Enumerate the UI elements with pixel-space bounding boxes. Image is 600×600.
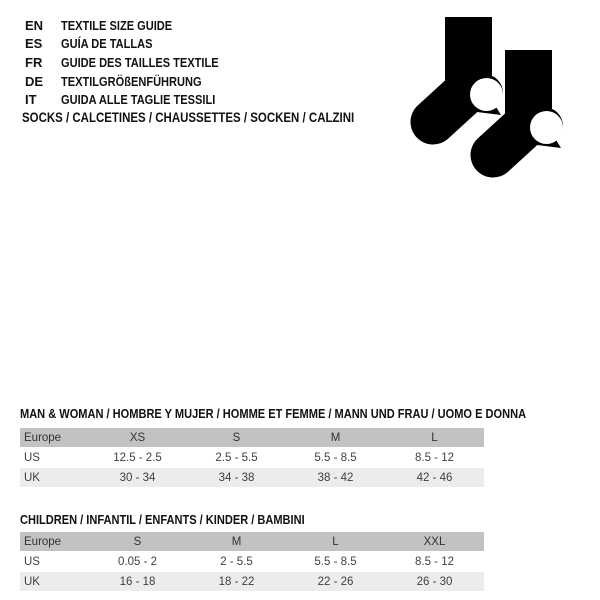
cell: 12.5 - 2.5	[113, 451, 162, 464]
language-row-it	[25, 90, 246, 109]
cell: 2.5 - 5.5	[215, 451, 258, 464]
language-label: TEXTILGRÖßENFÜHRUNG	[61, 73, 202, 89]
column-header: Europe	[24, 431, 62, 444]
cell: 42 - 46	[416, 471, 453, 484]
cell: 5.5 - 8.5	[314, 555, 357, 568]
size-table-children	[20, 532, 484, 592]
language-row-fr	[25, 53, 246, 72]
row-label: UK	[24, 471, 40, 484]
row-label: US	[24, 451, 40, 464]
language-label: TEXTILE SIZE GUIDE	[61, 17, 173, 33]
cell: 5.5 - 8.5	[314, 451, 357, 464]
cell: 38 - 42	[317, 471, 354, 484]
column-header: M	[231, 535, 242, 548]
language-row-en	[25, 16, 246, 35]
cell: 2 - 5.5	[220, 555, 253, 568]
language-row-es	[25, 35, 246, 54]
language-code: EN	[25, 17, 44, 33]
language-label: GUÍA DE TALLAS	[61, 36, 153, 52]
column-header: XS	[129, 431, 146, 444]
cell: 16 - 18	[119, 575, 156, 588]
sock-left	[433, 17, 503, 122]
table-title-man-woman: MAN & WOMAN / HOMBRE Y MUJER / HOMME ET FEMME / MANN UND FRAU / UOMO E DONNA	[20, 406, 527, 421]
language-label: GUIDA ALLE TAGLIE TESSILI	[61, 92, 216, 108]
table-row-uk	[20, 468, 484, 487]
table-header-row	[20, 428, 484, 447]
column-header: S	[133, 535, 142, 548]
table-row-us	[20, 552, 484, 571]
cell: 8.5 - 12	[415, 555, 454, 568]
table-title-children: CHILDREN / INFANTIL / ENFANTS / KINDER / BAMBINI	[20, 512, 305, 527]
cell: 8.5 - 12	[415, 451, 454, 464]
row-label: US	[24, 555, 40, 568]
sock-right	[493, 50, 563, 155]
socks-icon	[403, 8, 568, 183]
cell: 22 - 26	[317, 575, 354, 588]
row-label: UK	[24, 575, 40, 588]
language-code: ES	[25, 36, 43, 52]
language-code: DE	[25, 73, 44, 89]
cell: 0.05 - 2	[118, 555, 157, 568]
cell: 34 - 38	[218, 471, 255, 484]
cell: 26 - 30	[416, 575, 453, 588]
table-row-uk	[20, 572, 484, 591]
category-line: SOCKS / CALCETINES / CHAUSSETTES / SOCKEN / CALZINI	[22, 110, 355, 125]
table-row-us	[20, 448, 484, 467]
column-header: M	[330, 431, 341, 444]
column-header: S	[232, 431, 241, 444]
cell: 30 - 34	[119, 471, 156, 484]
column-header: Europe	[24, 535, 62, 548]
language-code: IT	[25, 92, 37, 108]
column-header: L	[431, 431, 438, 444]
language-list	[25, 16, 246, 109]
column-header: XXL	[423, 535, 446, 548]
cell: 18 - 22	[218, 575, 255, 588]
table-header-row	[20, 532, 484, 551]
socks-icon-svg	[403, 8, 568, 183]
size-table-man-woman	[20, 428, 484, 488]
language-code: FR	[25, 54, 43, 70]
column-header: L	[332, 535, 339, 548]
language-label: GUIDE DES TAILLES TEXTILE	[61, 54, 219, 70]
language-row-de	[25, 72, 246, 91]
